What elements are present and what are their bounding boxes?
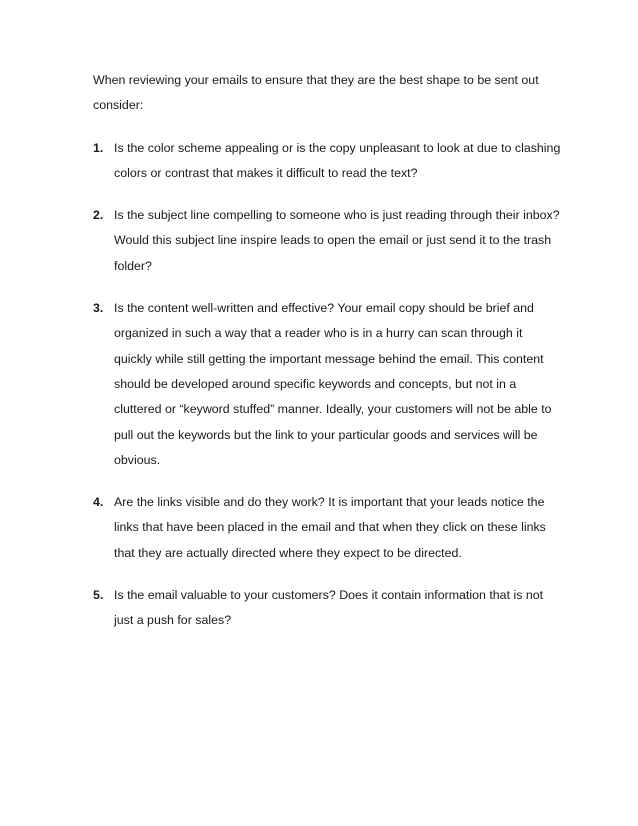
intro-paragraph: When reviewing your emails to ensure that they are the best shape to be sent out consider: bbox=[93, 73, 539, 113]
document-page bbox=[93, 68, 563, 651]
checklist bbox=[93, 136, 563, 634]
list-item-number: 5. bbox=[93, 588, 104, 603]
list-item-text: Are the links visible and do they work? It is important that your leads notice the links that have been placed in the email and that when they click on these links that they are actually directed where they expect to be directed. bbox=[114, 495, 546, 560]
list-item-text: Is the email valuable to your customers? Does it contain information that is not just a push for sales? bbox=[114, 588, 544, 628]
list-item bbox=[93, 583, 563, 634]
list-item bbox=[93, 296, 563, 473]
list-item-number: 1. bbox=[93, 140, 104, 155]
list-item-text: Is the content well-written and effective? Your email copy should be brief and organized in such a way that a reader who is in a hurry can scan through it quickly while still getting the important message behind the email. This content should be developed around specific keywords and concepts, but not in a cluttered or “keyword stuffed” manner. Ideally, your customers will not be able to pull out the keywords but the link to your particular goods and services will be obvious. bbox=[114, 301, 552, 467]
list-item-number: 2. bbox=[93, 208, 104, 223]
list-item bbox=[93, 136, 563, 187]
list-item bbox=[93, 490, 563, 566]
list-item-text: Is the color scheme appealing or is the copy unpleasant to look at due to clashing colors or contrast that makes it difficult to read the text? bbox=[114, 140, 561, 180]
list-item bbox=[93, 203, 563, 279]
list-item-text: Is the subject line compelling to someone who is just reading through their inbox? Would this subject line inspire leads to open the email or just send it to the trash folder? bbox=[114, 208, 560, 273]
list-item-number: 3. bbox=[93, 301, 104, 316]
list-item-number: 4. bbox=[93, 495, 104, 510]
